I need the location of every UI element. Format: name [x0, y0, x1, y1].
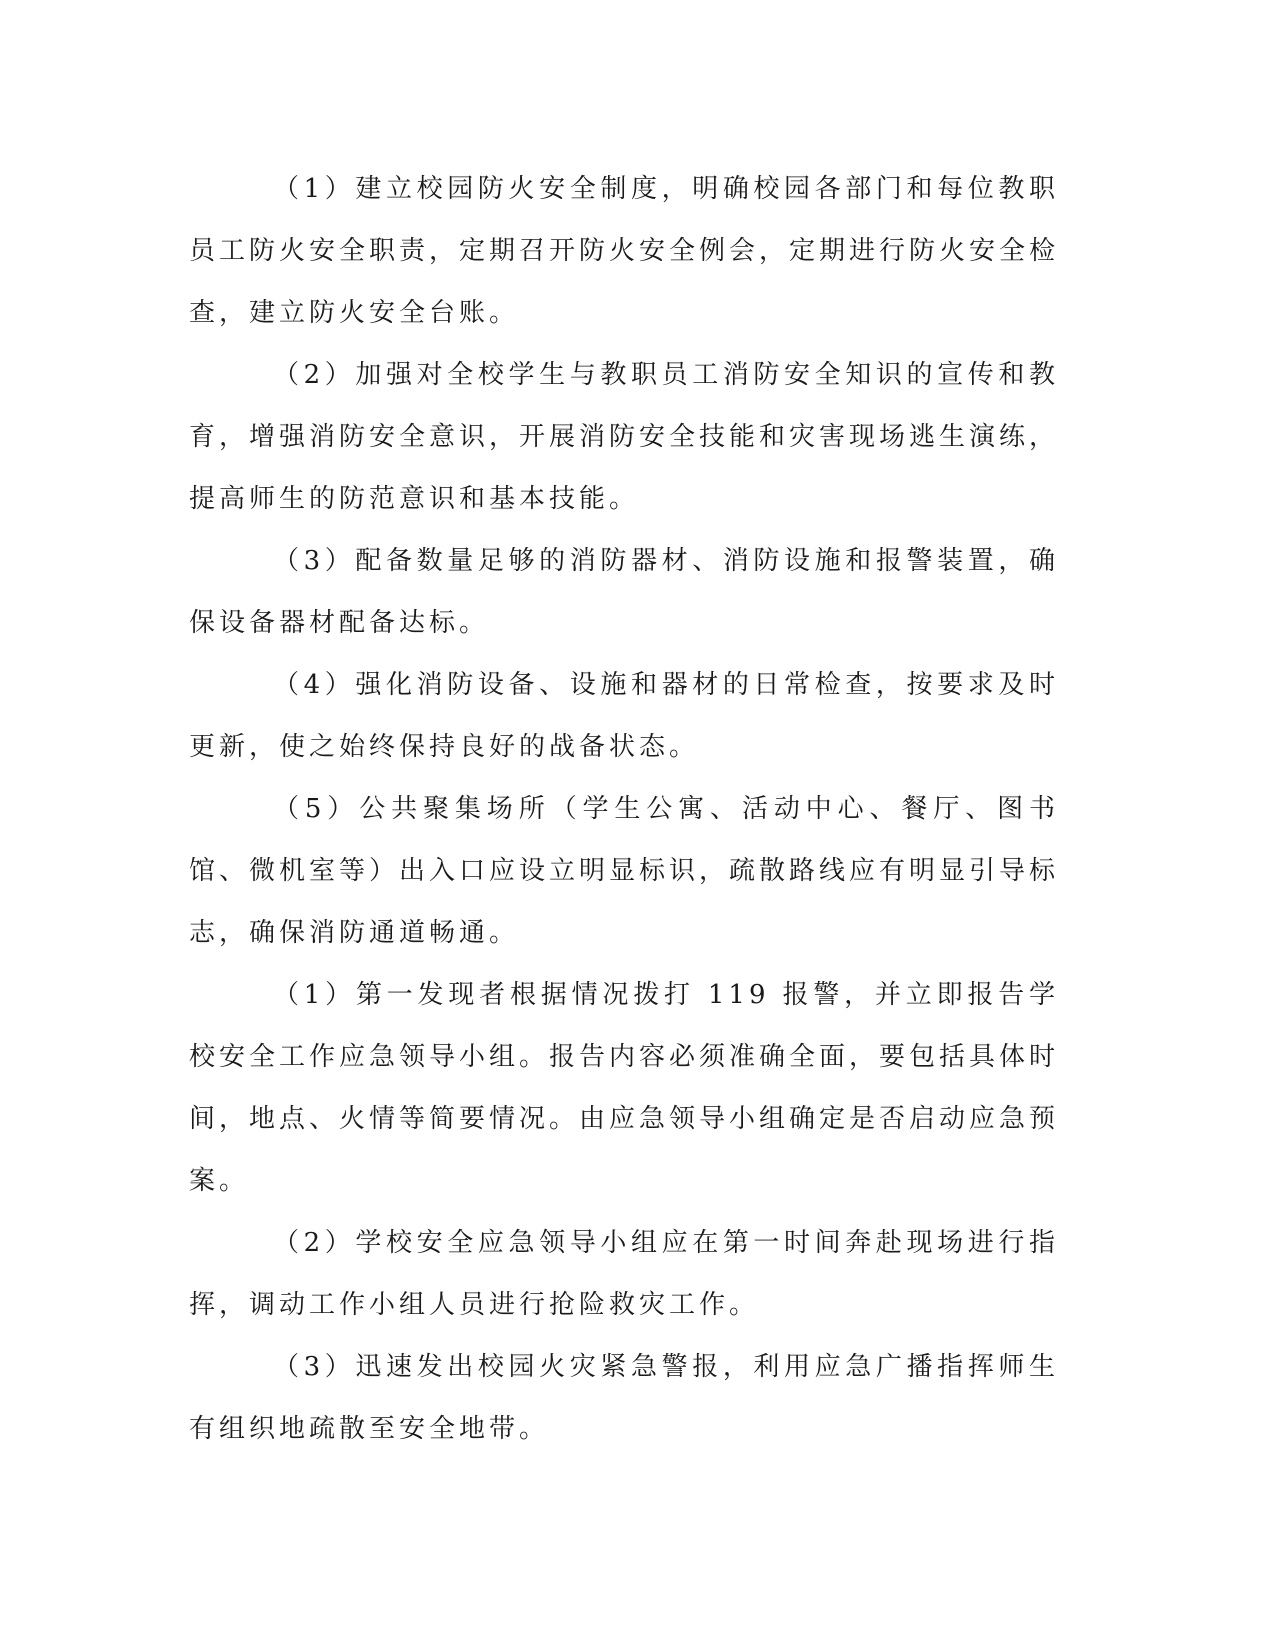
- paragraph-response-1: （1）第一发现者根据情况拨打 119 报警，并立即报告学校安全工作应急领导小组。报告内容必须准确全面，要包括具体时间，地点、火情等简要情况。由应急领导小组确定是否启动应急预案。: [189, 980, 1060, 1196]
- paragraph-response-2: （2）学校安全应急领导小组应在第一时间奔赴现场进行指挥，调动工作小组人员进行抢险救灾工作。: [189, 1228, 1059, 1320]
- paragraph-response-3: （3）迅速发出校园火灾紧急警报，利用应急广播指挥师生有组织地疏散至安全地带。: [189, 1352, 1059, 1444]
- paragraph-prevention-4: （4）强化消防设备、设施和器材的日常检查，按要求及时更新，使之始终保持良好的战备状态。: [189, 670, 1059, 762]
- paragraph-prevention-5: （5）公共聚集场所（学生公寓、活动中心、餐厅、图书馆、微机室等）出入口应设立明显标识，疏散路线应有明显引导标志，确保消防通道畅通。: [189, 794, 1060, 948]
- document-body: [189, 158, 1059, 1460]
- paragraph-prevention-1: （1）建立校园防火安全制度，明确校园各部门和每位教职员工防火安全职责，定期召开防火安全例会，定期进行防火安全检查，建立防火安全台账。: [189, 174, 1060, 328]
- paragraph-prevention-2: （2）加强对全校学生与教职员工消防安全知识的宣传和教育，增强消防安全意识，开展消防安全技能和灾害现场逃生演练，提高师生的防范意识和基本技能。: [189, 360, 1060, 514]
- paragraph-prevention-3: （3）配备数量足够的消防器材、消防设施和报警装置，确保设备器材配备达标。: [189, 546, 1059, 638]
